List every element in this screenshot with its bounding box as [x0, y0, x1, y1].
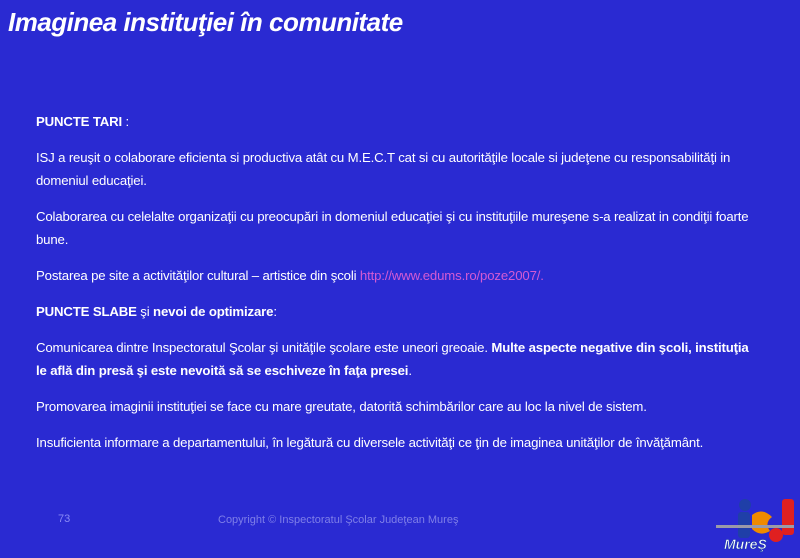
- strengths-heading-label: PUNCTE TARI: [36, 114, 123, 129]
- weaknesses-heading-bold-1: PUNCTE SLABE: [36, 304, 137, 319]
- posting-text: Postarea pe site a activităţilor cultural – artistice din şcoli: [36, 268, 360, 283]
- communication-text: Comunicarea dintre Inspectoratul Şcolar şi unităţile şcolare este uneori greoaie.: [36, 340, 492, 355]
- weaknesses-heading-bold-2: nevoi de optimizare: [153, 304, 274, 319]
- strength-item: ISJ a reuşit o colaborare eficienta si productiva atât cu M.E.C.T cat si cu autorităţile locale si judeţene cu responsabilităţi in domeniul educaţiei.: [36, 150, 731, 188]
- weaknesses-heading-mid: şi: [136, 304, 154, 319]
- isj-logo: [710, 495, 800, 553]
- strengths-heading-suffix: :: [122, 114, 130, 129]
- slide-title: Imaginea instituţiei în comunitate: [8, 7, 403, 37]
- slide-body: [36, 110, 758, 467]
- strengths-heading: [36, 110, 758, 133]
- page-number: 73: [58, 513, 71, 525]
- weakness-item: Insuficienta informare a departamentului, în legătură cu diversele activităţi ce ţin de imaginea unităţilor de învăţământ.: [36, 435, 704, 450]
- weaknesses-heading: [36, 300, 758, 323]
- communication-item: [36, 336, 758, 382]
- weaknesses-heading-end: :: [273, 304, 277, 319]
- posting-item: [36, 264, 758, 287]
- weakness-item: Promovarea imaginii instituţiei se face cu mare greutate, datorită schimbărilor care au loc la nivel de sistem.: [36, 399, 647, 414]
- strength-item: Colaborarea cu celelalte organizaţii cu preocupări in domeniul educaţiei şi cu instituţiile mureşene s-a realizat in condiţii foarte bune.: [36, 209, 749, 247]
- communication-end: .: [408, 363, 412, 378]
- communication-bold: Multe aspecte negative din şcoli, instituţia le află din presă şi este nevoită să se eschiveze în faţa presei: [36, 340, 749, 378]
- posting-link[interactable]: http://www.edums.ro/poze2007/: [359, 268, 541, 283]
- copyright-text: Copyright © Inspectoratul Şcolar Judeţean Mureş: [218, 514, 459, 526]
- logo-wordmark: MureŞ: [724, 536, 767, 552]
- posting-end: .: [540, 268, 544, 283]
- isj-logo-graphic: [710, 495, 800, 553]
